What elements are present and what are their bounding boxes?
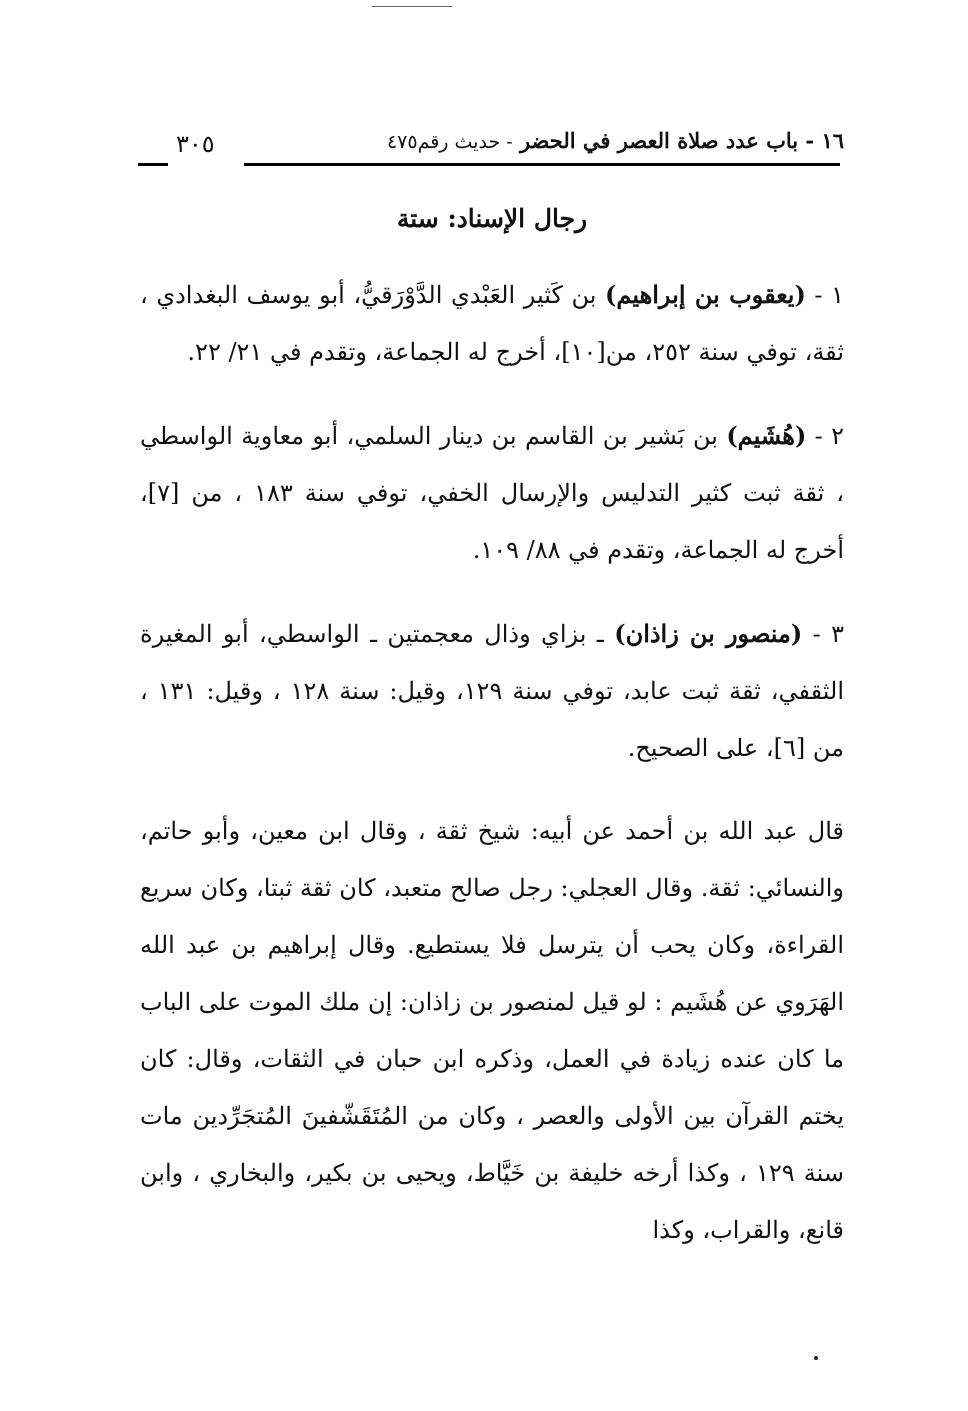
running-header	[140, 128, 844, 164]
narrator-entry-2	[140, 407, 844, 579]
header-rule-dash	[138, 163, 168, 166]
hadith-number: - حديث رقم٤٧٥	[386, 131, 513, 153]
narrator-name: (منصور بن زاذان)	[614, 619, 803, 648]
header-rule	[244, 163, 840, 166]
narrator-text: ـ بزاي وذال معجمتين ـ الواسطي، أبو المغيرة الثقفي، ثقة ثبت عابد، توفي سنة ١٢٩، وقيل: سنة ١٢٨ ، وقيل: ١٣١ ، من [٦]، على الصحيح.	[140, 620, 844, 762]
narrator-text: بن كَثير العَبْدي الدَّوْرَقيُّ، أبو يوسف البغدادي ، ثقة، توفي سنة ٢٥٢، من[١٠]، أخرج له الجماعة، وتقدم في ٢١/ ٢٢.	[140, 281, 844, 366]
stray-dot	[814, 1356, 818, 1360]
narrator-name: (يعقوب بن إبراهيم)	[605, 280, 806, 309]
section-title: رجال الإسناد: ستة	[396, 204, 588, 233]
page-content	[140, 266, 844, 1259]
page-number: ٣٠٥	[176, 130, 215, 158]
entry-number: ٣ -	[802, 620, 844, 648]
top-dash-mark	[372, 6, 452, 7]
narrator-entry-1	[140, 266, 844, 381]
chapter-title-text: ١٦ - باب عدد صلاة العصر في الحضر	[519, 128, 844, 153]
body-paragraph: قال عبد الله بن أحمد عن أبيه: شيخ ثقة ، وقال ابن معين، وأبو حاتم، والنسائي: ثقة. وقال العجلي: رجل صالح متعبد، كان ثقة ثبتا، وكان سريع القراءة، وكان يحب أن يترسل فلا يستطيع. وقال إبراهيم بن عبد الله الهَرَوي عن هُشَيم : لو قيل لمنصور بن زاذان: إن ملك الموت على الباب ما كان عنده زيادة في العمل، وذكره ابن حبان في الثقات، وقال: كان يختم القرآن بين الأولى والعصر ، وكان من المُتَقَشّفينَ المُتجَرِّدين مات سنة ١٢٩ ، وكذا أرخه خليفة بن خَيَّاط، ويحيى بن بكير، والبخاري ، وابن قانع، والقراب، وكذا	[140, 817, 844, 1244]
entry-number: ٢ -	[806, 422, 844, 450]
entry-number: ١ -	[805, 281, 844, 309]
narrator-name: (هُشَيم)	[726, 421, 807, 450]
narrator-entry-3	[140, 605, 844, 777]
chapter-title	[387, 128, 844, 153]
narrator-text: بن بَشير بن القاسم بن دينار السلمي، أبو معاوية الواسطي ، ثقة ثبت كثير التدليس والإرسال الخفي، توفي سنة ١٨٣ ، من [٧]، أخرج له الجماعة، وتقدم في ٨٨/ ١٠٩.	[140, 422, 844, 564]
